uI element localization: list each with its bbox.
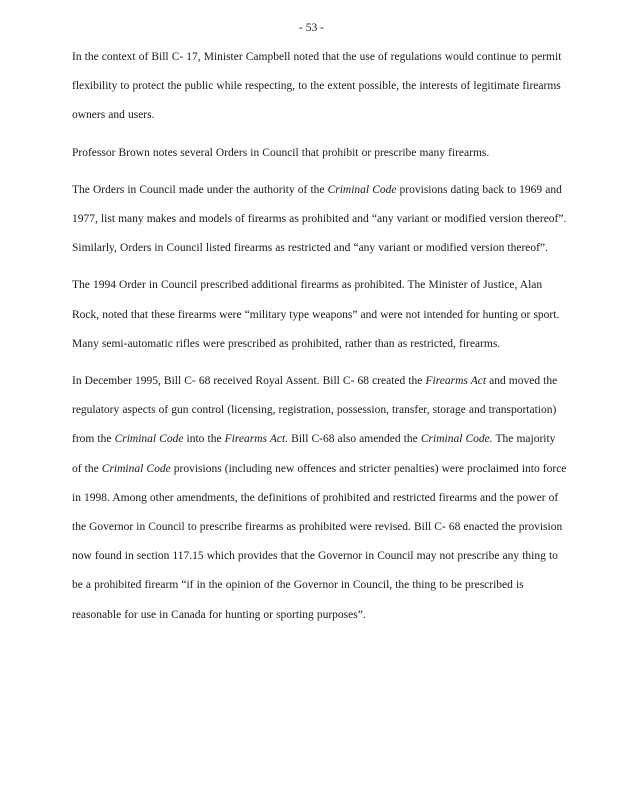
text-run: Firearms Act. — [224, 433, 289, 446]
text-run: Criminal Code — [114, 433, 184, 446]
paragraph — [72, 271, 568, 359]
text-run: provisions dating back to 1969 and 1977, list many makes and models of firearms as prohibited and “any variant or modified version thereof”. Similarly, Orders in Council listed firearms as restricted and “any variant or modified version thereof”. — [72, 183, 576, 255]
text-run: provisions (including new offences and stricter penalties) were proclaimed into force in 1998. Among other amendments, the definitions of prohibited and restricted firearms and the power of the Governor in Council to prescribe firearms as prohibited were revised. Bill C- 68 enacted the provision now found in section 117.15 which provides that the Governor in Council may not prescribe any thing to be a prohibited firearm “if in the opinion of the Governor in Council, the thing to be prescribed is reasonable for use in Canada for hunting or sporting purposes”. — [72, 462, 570, 621]
text-run: Professor Brown notes several Orders in Council that prohibit or prescribe many firearms. — [72, 146, 490, 159]
paragraph — [72, 43, 568, 131]
text-run: The Orders in Council made under the authority of the — [72, 183, 328, 196]
paragraph — [72, 139, 568, 168]
text-run: Criminal Code — [327, 183, 397, 196]
paragraph — [72, 367, 568, 630]
paragraph — [72, 176, 576, 264]
text-run: Criminal Code — [101, 462, 171, 475]
text-run: Bill C-68 also amended the — [288, 433, 421, 446]
text-run: Criminal Code. — [420, 433, 493, 446]
document-body — [72, 43, 576, 630]
text-run: Firearms Act — [425, 375, 487, 388]
page-number: - 53 - — [299, 22, 324, 34]
text-run: The 1994 Order in Council prescribed additional firearms as prohibited. The Minister of Justice, Alan Rock, noted that these firearms were “military type weapons” and were not intended for hunting or sport. Many semi-automatic rifles were prescribed as prohibited, rather than as restricted, firearms. — [72, 279, 566, 350]
text-run: and moved the regulatory aspects of gun control (licensing, registration, possession, transfer, storage and transportation) from the — [72, 375, 561, 446]
text-run: The majority of the — [72, 433, 559, 475]
text-run: In December 1995, Bill C- 68 received Royal Assent. Bill C- 68 created the — [72, 375, 426, 388]
text-run: into the — [183, 433, 225, 446]
text-run: In the context of Bill C- 17, Minister Campbell noted that the use of regulations would continue to permit flexibility to protect the public while respecting, to the extent possible, the interests of legitimate firearms owners and users. — [72, 51, 565, 122]
